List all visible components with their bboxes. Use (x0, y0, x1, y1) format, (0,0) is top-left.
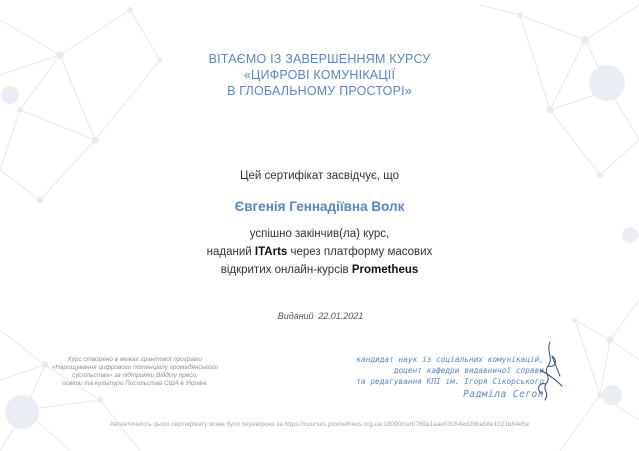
course-title-line-1: ВІТАЄМО ІЗ ЗАВЕРШЕННЯМ КУРСУ (208, 52, 431, 66)
grant-line-1: Курс створено в межах грантової програми (68, 356, 202, 363)
provider-prefix: наданий (206, 246, 255, 258)
recipient-name: Євгенія Геннадіївна Волк (234, 199, 405, 214)
issued-date: 22.01.2021 (318, 311, 364, 321)
signer-title-3: та редагування КПІ ім. Ігоря Сікорського (356, 377, 544, 386)
completion-line: успішно закінчив(ла) курс, (249, 228, 390, 240)
grant-line-2: «Нарощування цифрового потенціалу громадянського (51, 364, 219, 371)
provider-name: ITArts (254, 246, 288, 258)
course-title-line-2: «ЦИФРОВІ КОМУНІКАЦІЇ (243, 68, 396, 82)
course-title-line-3: В ГЛОБАЛЬНОМУ ПРОСТОРІ» (227, 84, 412, 98)
signer-title-2: доцент кафедри видавничої справи (393, 366, 544, 375)
platform-line (0, 264, 639, 276)
grant-line-3: суспільства» за підтримки Відділу преси, (72, 372, 198, 379)
signer-title-1: кандидат наук із соціальних комунікацій, (356, 355, 544, 364)
grant-note (30, 356, 240, 388)
issued-date-line (0, 311, 639, 321)
platform-name: Prometheus (351, 264, 419, 276)
grant-line-4: освіти та культури Посольства США в Україні. (62, 380, 208, 387)
certificate-intro: Цей сертифікат засвідчує, що (240, 170, 399, 182)
signature-icon (528, 340, 568, 402)
provider-line (0, 246, 639, 258)
issued-label: Виданий (277, 311, 314, 321)
platform-prefix: відкритих онлайн-курсів (220, 264, 352, 276)
provider-suffix: через платформу масових (287, 246, 433, 258)
signer-name: Радміла Сегол (463, 389, 544, 400)
verification-note: Автентичність цього сертифікату може бути перевірена за https://courses.prometheus.org.ua:18090/cert/769a1aae03054ed29ba58e1021b84e5e (109, 421, 530, 428)
signer-block (304, 354, 544, 400)
